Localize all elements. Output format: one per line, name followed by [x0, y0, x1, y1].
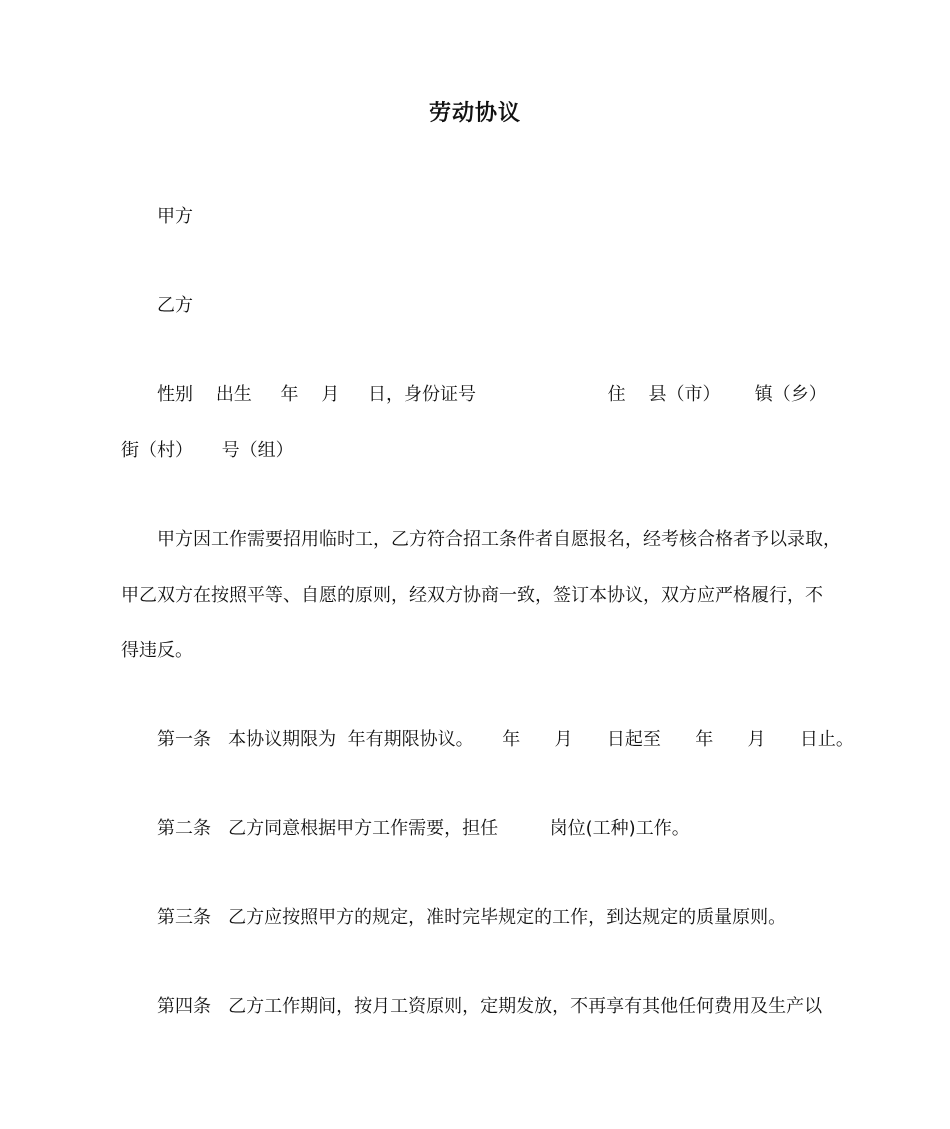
preamble-line-3: 得违反。	[121, 640, 193, 661]
party-a-label: 甲方	[157, 206, 193, 227]
party-b-info-line-2: 街（村） 号（组）	[121, 440, 294, 461]
article-2: 第二条 乙方同意根据甲方工作需要，担任 岗位(工种)工作。	[157, 818, 690, 839]
preamble-line-1: 甲方因工作需要招用临时工，乙方符合招工条件者自愿报名，经考核合格者予以录取，	[157, 529, 841, 550]
preamble-line-2: 甲乙双方在按照平等、自愿的原则，经双方协商一致，签订本协议，双方应严格履行，不	[121, 585, 823, 606]
article-1: 第一条 本协议期限为 年有期限协议。 年 月 日起至 年 月 日止。	[157, 729, 854, 750]
document-title: 劳动协议	[428, 101, 521, 126]
article-3: 第三条 乙方应按照甲方的规定，准时完毕规定的工作，到达规定的质量原则。	[157, 907, 787, 928]
party-b-info-line-1: 性别 出生 年 月 日，身份证号 住 县（市） 镇（乡）	[157, 384, 827, 405]
party-b-label: 乙方	[157, 295, 193, 316]
article-4: 第四条 乙方工作期间，按月工资原则，定期发放，不再享有其他任何费用及生产以	[157, 996, 823, 1017]
